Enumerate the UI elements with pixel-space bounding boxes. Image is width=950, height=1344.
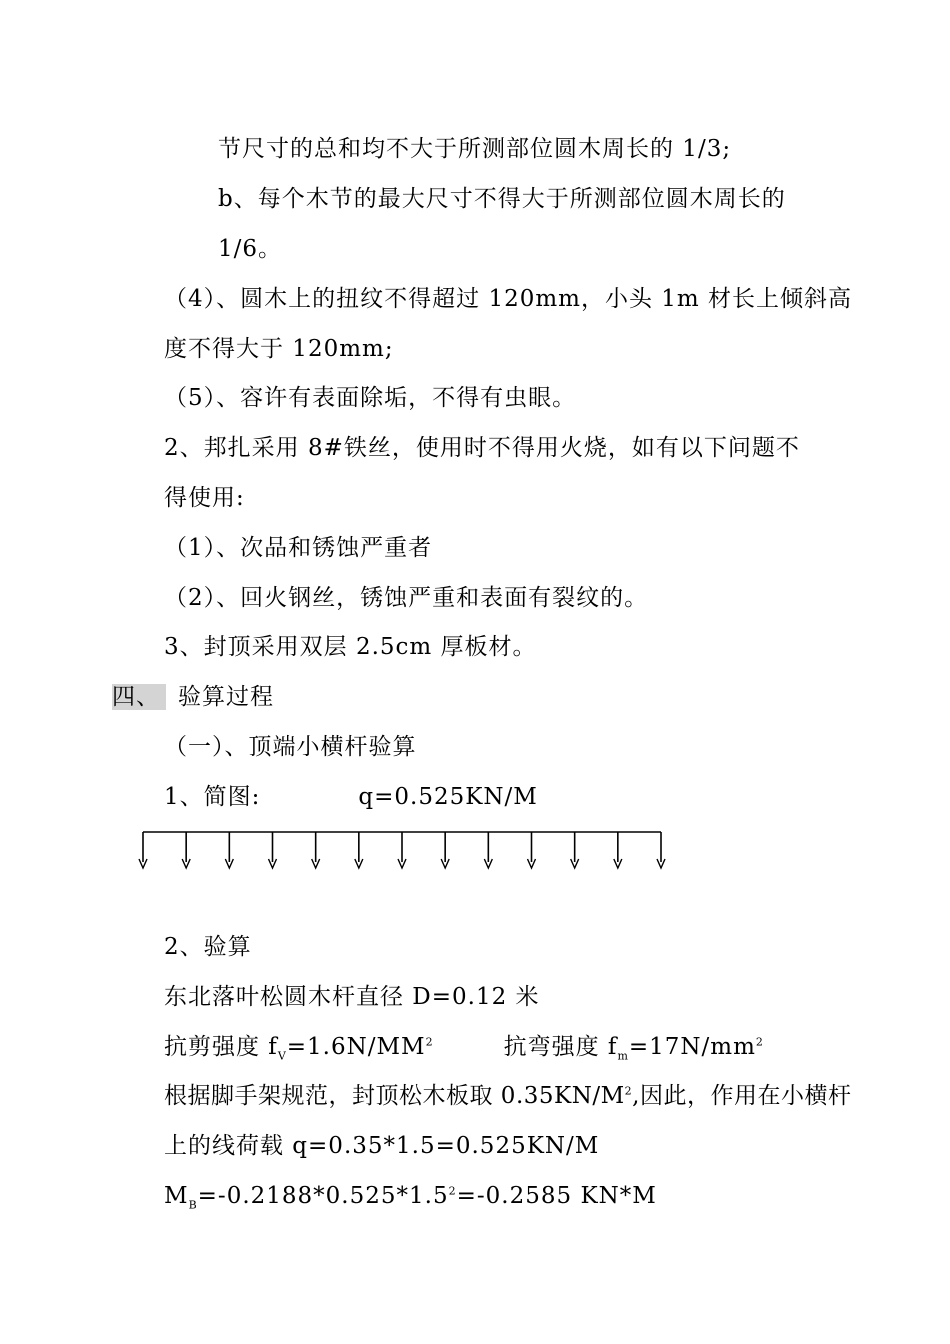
load-arrow: [139, 832, 147, 868]
load-arrow: [312, 832, 320, 868]
diagram-caption: [164, 782, 538, 812]
line-3: 1/6。: [218, 236, 283, 262]
load-arrow: [528, 832, 536, 868]
load-arrow: [355, 832, 363, 868]
line-2: b、每个木节的最大尺寸不得大于所测部位圆木周长的: [218, 186, 786, 212]
load-arrow: [614, 832, 622, 868]
line-19: 上的线荷载 q=0.35*1.5=0.525KN/M: [164, 1133, 600, 1159]
load-arrow: [225, 832, 233, 868]
load-arrow: [398, 832, 406, 868]
load-q-label: q=0.525KN/M: [358, 784, 538, 810]
diagram-label: 1、简图:: [164, 784, 261, 810]
shear-strength: 抗剪强度 $f_V=1.6N/MM^2$: [164, 1034, 434, 1063]
strength-line: [164, 1032, 764, 1062]
load-arrow: [269, 832, 277, 868]
line-6: （5）、容许有表面除垢，不得有虫眼。: [164, 385, 577, 411]
section-number: 四、: [112, 684, 166, 710]
line-18: 根据脚手架规范，封顶松木板取 $0.35KN/M^2$,因此，作用在小横杆: [164, 1083, 852, 1109]
load-arrow: [657, 832, 665, 868]
line-1: 节尺寸的总和均不大于所测部位圆木周长的 1/3;: [218, 136, 732, 162]
load-arrow: [182, 832, 190, 868]
line-8: 得使用:: [164, 485, 245, 511]
uniform-load-diagram: [130, 826, 670, 876]
line-4: （4）、圆木上的扭纹不得超过 120mm，小头 1m 材长上倾斜高: [164, 286, 853, 312]
line-11: 3、封顶采用双层 2.5cm 厚板材。: [164, 634, 537, 660]
section-title: 验算过程: [178, 684, 274, 710]
line-7: 2、邦扎采用 8#铁丝，使用时不得用火烧，如有以下问题不: [164, 435, 800, 461]
section-heading: [112, 682, 274, 712]
subsection-heading: （一）、顶端小横杆验算: [164, 734, 417, 760]
line-5: 度不得大于 120mm;: [164, 336, 394, 362]
line-9: （1）、次品和锈蚀严重者: [164, 535, 433, 561]
load-arrow: [571, 832, 579, 868]
bending-strength: 抗弯强度 $f_m=17N/mm^2$: [503, 1034, 764, 1063]
line-16: 东北落叶松圆木杆直径 D=0.12 米: [164, 984, 540, 1010]
load-arrow: [441, 832, 449, 868]
load-arrow: [484, 832, 492, 868]
moment-formula: $M_B=-0.2188*0.525*1.5^2=-0.2585$ KN*M: [164, 1183, 657, 1212]
line-15: 2、验算: [164, 934, 252, 960]
line-10: （2）、回火钢丝，锈蚀严重和表面有裂纹的。: [164, 585, 649, 611]
